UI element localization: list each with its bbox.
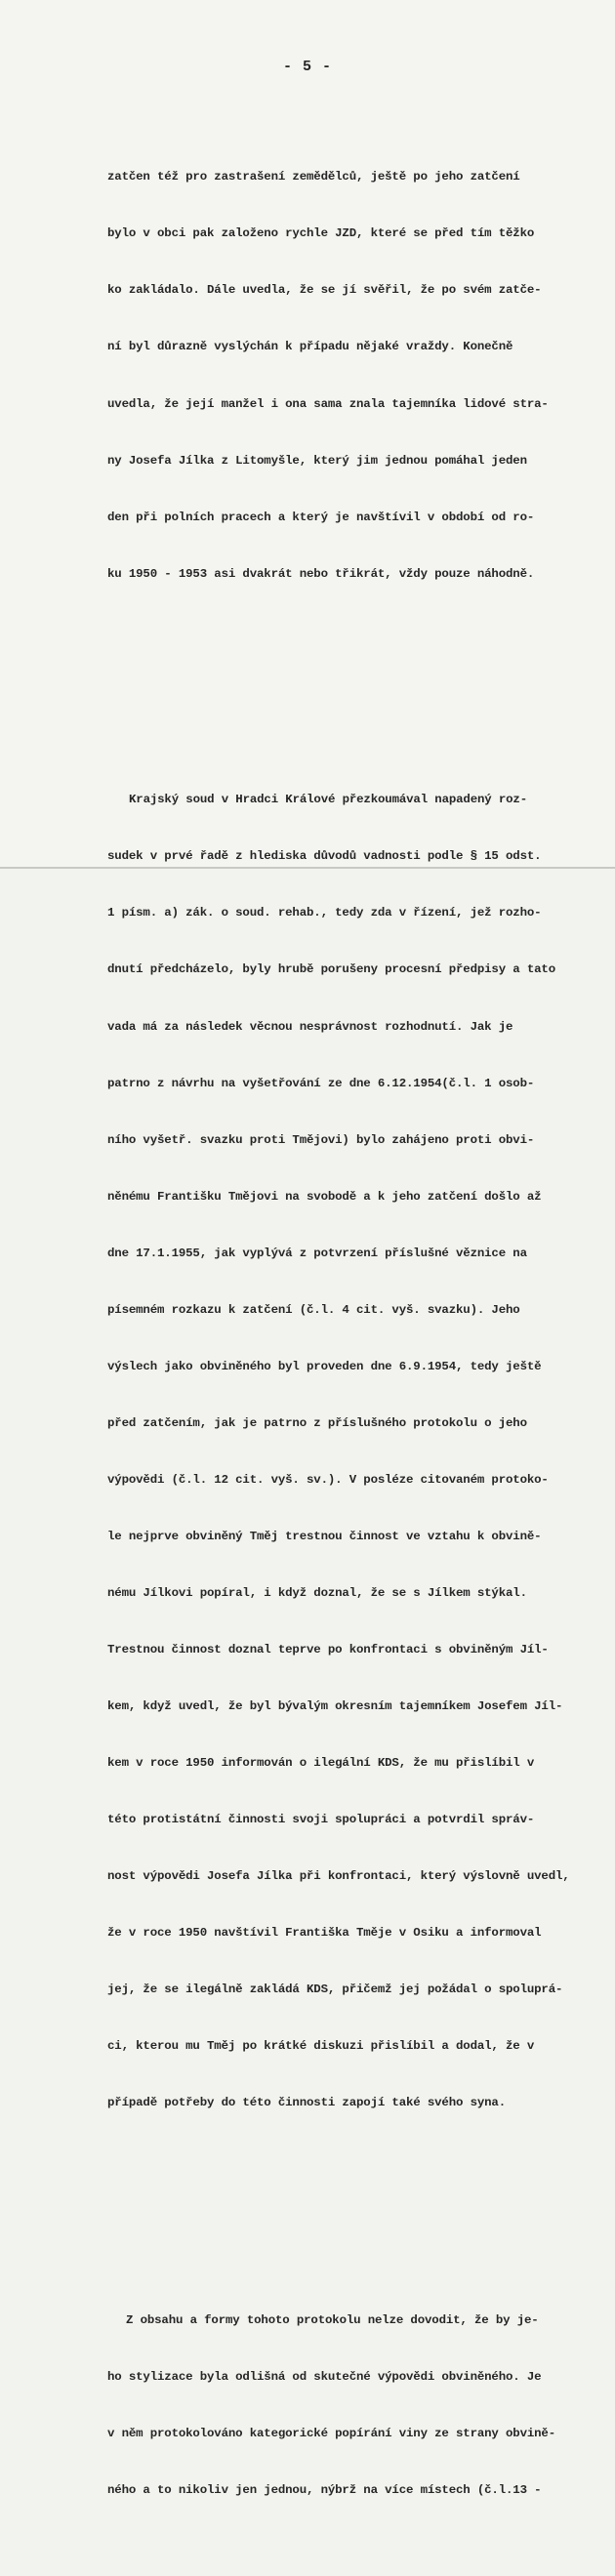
- text-line: kem, když uvedl, že byl bývalým okresním tajemníkem Josefem Jíl-: [107, 1698, 563, 1713]
- text-line: ku 1950 - 1953 asi dvakrát nebo třikrát, vždy pouze náhodně.: [107, 566, 535, 581]
- text-line: nost výpovědi Josefa Jílka při konfrontaci, který výslovně uvedl,: [107, 1868, 570, 1883]
- text-line: den při polních pracech a který je navštívil v období od ro-: [107, 510, 535, 524]
- text-line: 1 písm. a) zák. o soud. rehab., tedy zda v řízení, jež rozho-: [107, 906, 542, 920]
- text-line: bylo v obci pak založeno rychle JZD, které se před tím těžko: [107, 226, 535, 241]
- text-line: ko zakládalo. Dále uvedla, že se jí svěřil, že po svém zatče-: [107, 283, 542, 298]
- paragraph-2: [107, 754, 574, 2150]
- page-edge: [0, 867, 615, 869]
- text-line: nému Jílkovi popíral, i když doznal, že se s Jílkem stýkal.: [107, 1585, 527, 1600]
- text-line: v něm protokolováno kategorické popírání viny ze strany obvině-: [107, 2426, 555, 2440]
- text-line: písemném rozkazu k zatčení (č.l. 4 cit. vyš. svazku). Jeho: [107, 1302, 520, 1317]
- text-line: ného a to nikoliv jen jednou, nýbrž na více místech (č.l.13 -: [107, 2482, 542, 2497]
- text-line: před zatčením, jak je patrno z příslušného protokolu o jeho: [107, 1415, 527, 1430]
- text-line: uvedla, že její manžel i ona sama znala tajemníka lidové stra-: [107, 396, 549, 411]
- text-line: sudek v prvé řadě z hlediska důvodů vadnosti podle § 15 odst.: [107, 849, 542, 864]
- text-line: Z obsahu a formy tohoto protokolu nelze dovodit, že by je-: [126, 2312, 539, 2327]
- text-line: ní byl důrazně vyslýchán k případu nějaké vraždy. Konečně: [107, 340, 513, 354]
- paragraph-1: [107, 131, 574, 622]
- text-line: výslech jako obviněného byl proveden dne 6.9.1954, tedy ještě: [107, 1359, 542, 1373]
- text-line: ci, kterou mu Tměj po krátké diskuzi přislíbil a dodal, že v: [107, 2039, 535, 2054]
- text-line: zatčen též pro zastrašení zemědělců, ještě po jeho zatčení: [107, 170, 520, 184]
- document-body: [107, 93, 574, 2576]
- text-line: že v roce 1950 navštívil Františka Tměje v Osiku a informoval: [107, 1926, 542, 1940]
- paragraph-3: [107, 2273, 574, 2538]
- text-line: ny Josefa Jílka z Litomyšle, který jim jednou pomáhal jeden: [107, 453, 527, 468]
- text-line: patrno z návrhu na vyšetřování ze dne 6.12.1954(č.l. 1 osob-: [107, 1076, 535, 1090]
- text-line: Krajský soud v Hradci Králové přezkoumával napadený roz-: [129, 793, 527, 807]
- text-line: vada má za následek věcnou nesprávnost rozhodnutí. Jak je: [107, 1019, 513, 1034]
- text-line: něnému Františku Tmějovi na svobodě a k jeho zatčení došlo až: [107, 1189, 542, 1204]
- text-line: le nejprve obviněný Tměj trestnou činnost ve vztahu k obvině-: [107, 1529, 542, 1543]
- text-line: dnutí předcházelo, byly hrubě porušeny procesní předpisy a tato: [107, 962, 555, 977]
- text-line: výpovědi (č.l. 12 cit. vyš. sv.). V posléze citovaném protoko-: [107, 1472, 549, 1487]
- text-line: jej, že se ilegálně zakládá KDS, přičemž jej požádal o spoluprá-: [107, 1983, 563, 1997]
- paragraph-gap: [107, 2207, 574, 2217]
- text-line: této protistátní činnosti svoji spolupráci a potvrdil správ-: [107, 1812, 535, 1826]
- text-line: Trestnou činnost doznal teprve po konfrontaci s obviněným Jíl-: [107, 1642, 549, 1656]
- text-line: ho stylizace byla odlišná od skutečné výpovědi obviněného. Je: [107, 2369, 542, 2384]
- paragraph-gap: [107, 678, 574, 697]
- text-line: případě potřeby do této činnosti zapojí také svého syna.: [107, 2096, 506, 2110]
- text-line: dne 17.1.1955, jak vyplývá z potvrzení příslušné věznice na: [107, 1246, 527, 1260]
- text-line: kem v roce 1950 informován o ilegální KDS, že mu přislíbil v: [107, 1755, 535, 1770]
- page-number: - 5 -: [282, 59, 332, 75]
- text-line: ního vyšetř. svazku proti Tmějovi) bylo zahájeno proti obvi-: [107, 1132, 535, 1147]
